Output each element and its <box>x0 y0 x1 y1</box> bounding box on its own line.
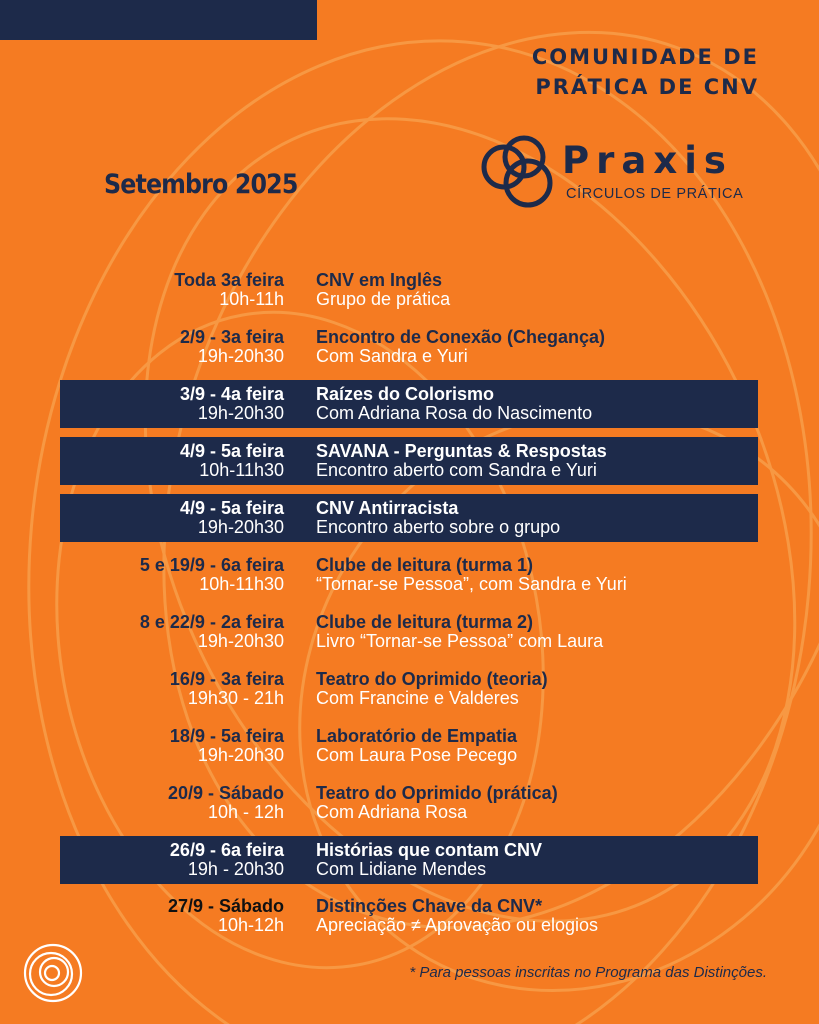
event-date: 3/9 - 4a feira <box>179 384 284 404</box>
event-row-highlighted <box>60 494 758 542</box>
event-time: 19h-20h30 <box>197 346 284 366</box>
event-time: 19h-20h30 <box>197 517 284 537</box>
event-description: Com Adriana Rosa do Nascimento <box>316 403 593 423</box>
event-date: 4/9 - 5a feira <box>179 441 284 461</box>
event-title: Raízes do Colorismo <box>316 384 495 404</box>
event-title: SAVANA - Perguntas & Respostas <box>316 441 607 461</box>
top-accent-bar <box>0 0 317 40</box>
event-time: 19h - 20h30 <box>187 859 284 879</box>
event-title: Teatro do Oprimido (teoria) <box>316 669 548 689</box>
event-description: Com Sandra e Yuri <box>316 346 468 366</box>
community-title <box>532 42 759 102</box>
event-time: 10h-11h30 <box>199 574 284 594</box>
event-description: Livro “Tornar-se Pessoa” com Laura <box>316 631 604 651</box>
event-description: Encontro aberto com Sandra e Yuri <box>316 460 597 480</box>
event-description: Grupo de prática <box>316 289 451 309</box>
event-title: Clube de leitura (turma 2) <box>316 612 534 632</box>
event-description: Encontro aberto sobre o grupo <box>316 517 561 537</box>
event-row-highlighted <box>60 437 758 485</box>
event-row <box>60 323 758 371</box>
brand-tagline: CÍRCULOS DE PRÁTICA <box>566 186 744 202</box>
event-date: 16/9 - 3a feira <box>169 669 284 689</box>
event-time: 10h-11h30 <box>199 460 284 480</box>
event-row-highlighted <box>60 380 758 428</box>
event-title: Histórias que contam CNV <box>316 840 543 860</box>
event-title: Teatro do Oprimido (prática) <box>316 783 558 803</box>
community-title-line2: PRÁTICA DE CNV <box>535 75 759 99</box>
event-date: 4/9 - 5a feira <box>179 498 284 518</box>
event-time: 10h - 12h <box>207 802 284 822</box>
event-row <box>60 665 758 713</box>
brand-name: Praxis <box>562 139 733 182</box>
event-description: Com Adriana Rosa <box>316 802 468 822</box>
event-date: 20/9 - Sábado <box>167 783 284 803</box>
event-title: Distinções Chave da CNV* <box>316 896 543 916</box>
event-row <box>60 779 758 827</box>
event-description: “Tornar-se Pessoa”, com Sandra e Yuri <box>316 574 627 594</box>
event-time: 19h-20h30 <box>197 403 284 423</box>
community-title-line1: COMUNIDADE DE <box>531 45 759 69</box>
interlocking-circles-icon <box>478 135 558 215</box>
month-title: Setembro 2025 <box>104 169 298 200</box>
event-title: CNV em Inglês <box>316 270 443 290</box>
spiral-circles-icon <box>22 942 84 1004</box>
event-time: 19h-20h30 <box>197 631 284 651</box>
event-date: 26/9 - 6a feira <box>169 840 284 860</box>
event-title: Clube de leitura (turma 1) <box>316 555 534 575</box>
footnote: * Para pessoas inscritas no Programa das Distinções. <box>409 964 767 981</box>
event-date: Toda 3a feira <box>174 270 284 290</box>
event-row <box>60 892 758 940</box>
event-title: CNV Antirracista <box>316 498 459 518</box>
event-description: Com Francine e Valderes <box>316 688 519 708</box>
event-date: 2/9 - 3a feira <box>179 327 284 347</box>
event-date: 5 e 19/9 - 6a feira <box>139 555 284 575</box>
event-row <box>60 608 758 656</box>
event-row-highlighted <box>60 836 758 884</box>
event-title: Laboratório de Empatia <box>316 726 518 746</box>
event-time: 19h-20h30 <box>197 745 284 765</box>
event-description: Com Laura Pose Pecego <box>316 745 518 765</box>
event-description: Apreciação ≠ Aprovação ou elogios <box>316 915 599 935</box>
event-time: 10h-12h <box>217 915 284 935</box>
event-description: Com Lidiane Mendes <box>316 859 487 879</box>
event-time: 10h-11h <box>219 289 284 309</box>
event-title: Encontro de Conexão (Chegança) <box>316 327 606 347</box>
event-row <box>60 266 758 314</box>
event-time: 19h30 - 21h <box>187 688 284 708</box>
event-date: 8 e 22/9 - 2a feira <box>139 612 284 632</box>
event-date: 27/9 - Sábado <box>167 896 284 916</box>
event-date: 18/9 - 5a feira <box>169 726 284 746</box>
event-row <box>60 722 758 770</box>
event-row <box>60 551 758 599</box>
